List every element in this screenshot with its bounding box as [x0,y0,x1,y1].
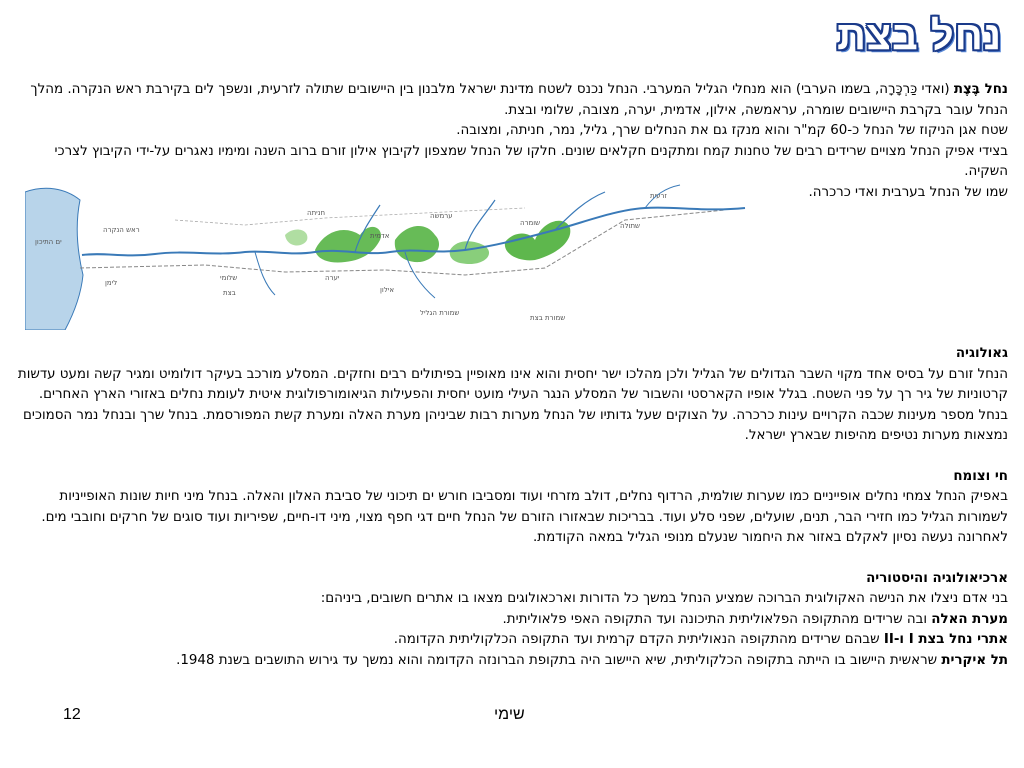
map-label-sea: ים התיכון [35,238,62,246]
intro-paragraph-3: בצידי אפיק הנחל מצויים שרידים רבים של טחנות קמח ומתקנים חקלאים שונים. חלקו של הנחל שמצפון לקיבוץ אילון זורם ברוב השנה ומימיו נאגרים על-ידי הקיבוץ לצרכי השקיה. [54,143,1008,179]
archaeology-site-3 [13,651,1008,672]
map-label-shomera: שומרה [520,219,541,227]
map-label-liman: לימן [105,279,118,287]
river-basin-map [25,180,765,330]
site-3-name: תל איקרית [941,652,1008,668]
river-name-term: נחל בֶּצֶת [953,82,1008,97]
archaeology-intro: בני אדם ניצלו את הנישה האקולוגית הברוכה שמציע הנחל במשך כל הדורות וארכאולוגים מצאו בו אתרים חשובים, ביניהם: [320,591,1008,606]
road [175,208,525,225]
archaeology-site-2 [13,630,1008,651]
site-1-text: ובה שרידים מהתקופה הפלאוליתית התיכונה ועד התקופה האפי פלאוליתית. [502,611,932,627]
geology-heading: גאולוגיה [955,346,1008,361]
archaeology-heading: ארכיאולוגיה והיסטוריה [866,570,1008,586]
body-section [13,344,1008,671]
map-label-eilon: אילון [380,286,395,294]
map-label-rosh-hanikra: ראש הנקרה [103,226,140,234]
site-2-text: שבהם שרידים מהתקופה הנאוליתית הקדם קרמית ועד התקופה הכלקוליתית הקדומה. [393,632,884,647]
vegetation-patch [450,241,489,264]
site-2-name: אתרי נחל בצת I ו-II [883,632,1008,647]
vegetation-patch [395,226,439,262]
wildlife-paragraph: באפיק הנחל צמחי נחלים אופייניים כמו שערות שולמית, הרדוף נחלים, דולב מזרחי ועוד ומסביבו חורש ים תיכוני של סביבת האלון והאלה. בנחל מיני חיות שונות האופייניות לשמורות הגליל כמו חזירי הבר, תנים, שועלים, שפני סלע ועוד. בבריכות שבאזורו הזורם של הנחל חיים דגי חפף מצוי, מיני דו-חיים, שפיריות ועוד סוגים של חרקים וחובבי מים. לאחרונה נעשה נסיון לאקלם באזור את היחמור שנעלם מנופי הגליל במאה הקודמת. [41,489,1008,545]
map-label-zarit: זרעית [650,192,667,200]
map-label-adamit: אדמית [370,232,390,240]
map-label-yaara: יערה [325,274,340,282]
archaeology-site-1 [13,610,1008,631]
map-label-shtula: שתולה [620,222,641,230]
map-label-betzet: בצת [223,289,236,297]
footer-author: שימי [494,706,525,723]
page-number: 12 [63,706,81,723]
map-label-shlomi: שלומי [220,274,238,282]
vegetation-patch [285,230,307,246]
site-1-name: מערת האלה [931,611,1008,627]
map-label-galil-reserve: שמורת הגליל [420,309,460,317]
map-label-betzet-reserve: שמורת בצת [530,314,566,322]
intro-paragraph-1 [13,80,1008,121]
intro-paragraph-1-text: (ואדי כַּרְכָּרָה, בשמו הערבי) הוא מנחלי הגליל המערבי. הנחל נכנס לשטח מדינת ישראל מלבנון בין היישובים שתולה לזרעית, ונשפך לים בקירבת ראש הנקרה. מהלך הנחל עובר בקרבת היישובים שומרה, עראמשה, אילון, אדמית, יערה, מצובה, שלומי ובצת. [30,82,1008,118]
intro-paragraph-4: שמו של הנחל בערבית ואדי כרכרה. [808,184,1008,200]
tributary [255,252,275,295]
site-3-text: שראשית היישוב בו הייתה בתקופה הכלקוליתית, שיא היישוב היה בתקופת הברונזה הקדומה והוא נמשך עד גירוש התושבים בשנת 1948. [176,652,942,668]
geology-paragraph: הנחל זורם על בסיס אחד מקוי השבר הגדולים של הגליל ולכן מהלכו ישר יחסית והוא אינו מאופיין בפיתולים רבים וחזקים. המסלע מורכב בעיקר דולומיט ומגיר קשה ומעט עדשות קרטוניות של גיר רך על פני השטח. בגלל אופיו הקארסטי והשבור של המסלע הנגר העילי מועט יחסית והפעילות הגיאומורפולוגית איטית לעומת נחלים באזורי הארץ האחרים. בנחל מספר מעינות שכבה הקרויים עינות כרכרה. על הצוקים שעל גדותיו של הנחל מערות רבות שביניהן מערת האלה ומערת קשת המפורסמת. בנחל שרך ובנחל נמר הסמוכים נמצאות מערות נטיפים מהיפות שבארץ ישראל. [17,366,1008,443]
intro-paragraph-2: שטח אגן הניקוז של הנחל כ-60 קמ"ר והוא מנקז גם את הנחלים שרך, גליל, נמר, חניתה, ומצובה. [456,123,1008,138]
page-title: נחל בצת [837,14,1002,58]
map-label-hanita: חניתה [307,209,326,217]
map-label-arab-al-aramshe: ערמשה [430,212,453,220]
wildlife-heading: חי וצומח [953,468,1008,484]
sea-area [25,188,83,330]
